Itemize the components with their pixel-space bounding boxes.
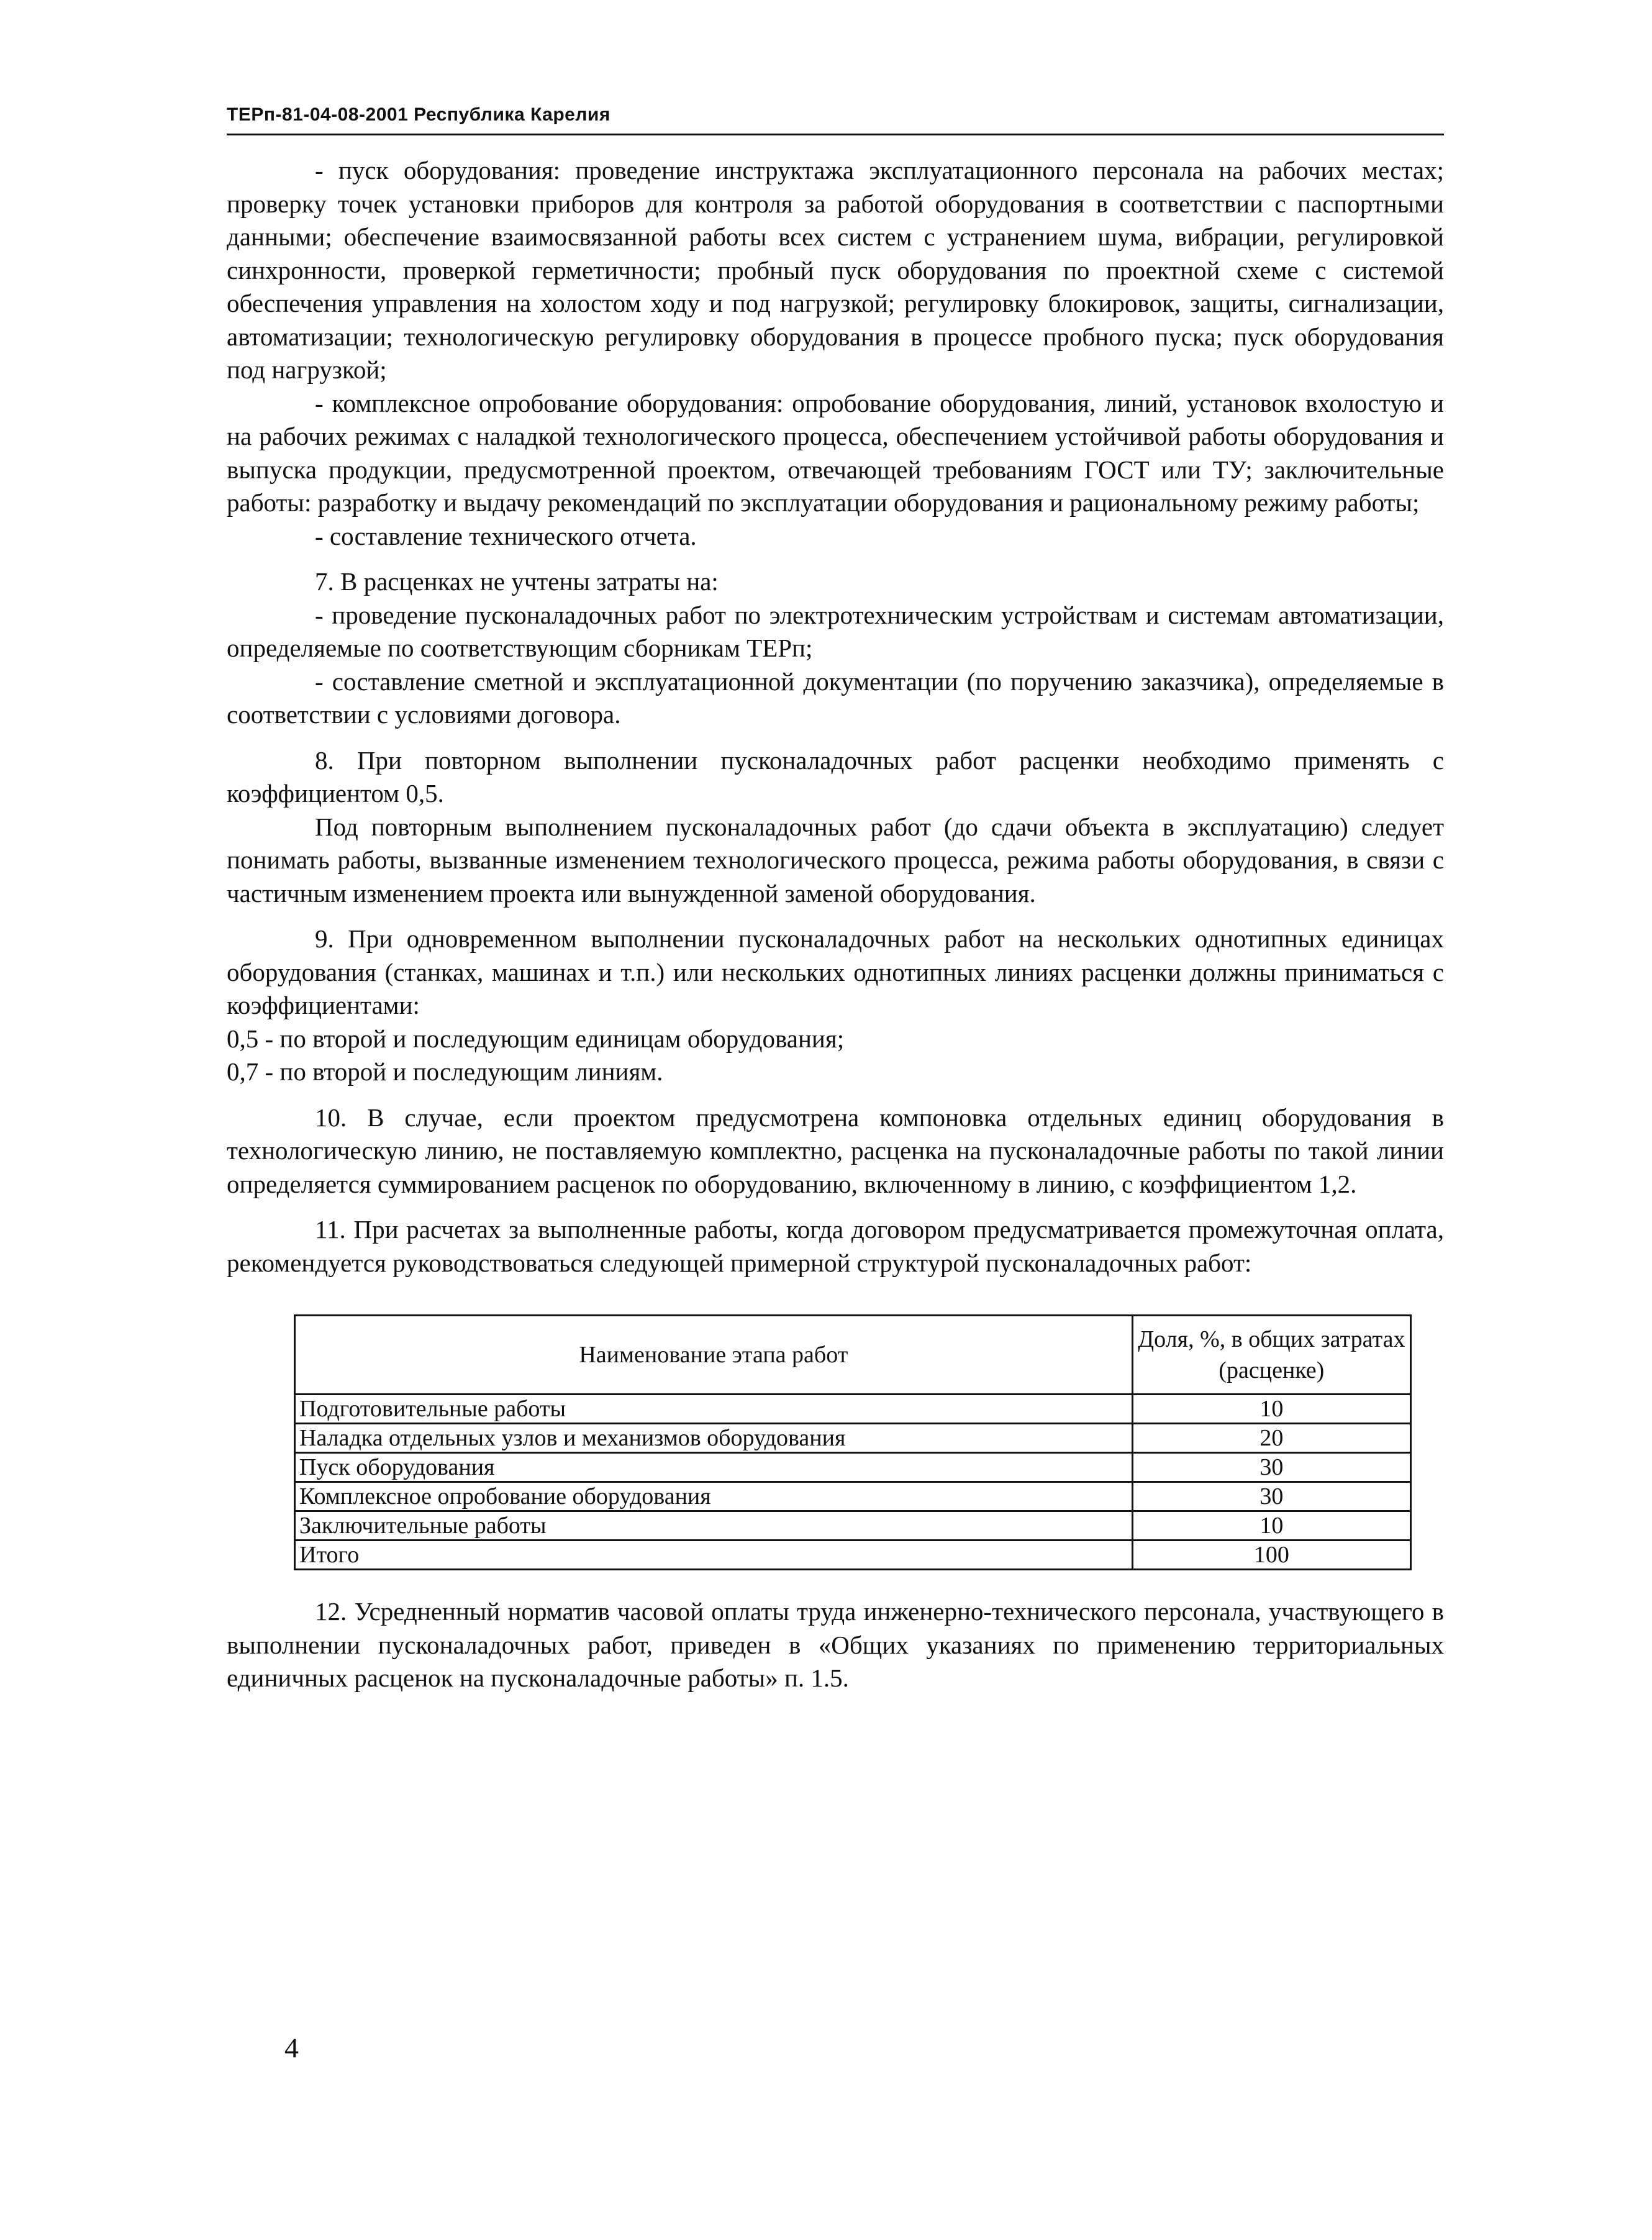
document-body <box>227 154 1444 1695</box>
table-row-total <box>295 1541 1411 1570</box>
table-cell-share: 30 <box>1132 1453 1410 1482</box>
work-stages-table <box>294 1314 1412 1570</box>
table-cell-stage-name: Наладка отдельных узлов и механизмов оборудования <box>295 1424 1133 1453</box>
table-cell-share: 100 <box>1132 1541 1410 1570</box>
table-cell-stage-name: Пуск оборудования <box>295 1453 1133 1482</box>
paragraph-item-10: 10. В случае, если проектом предусмотрена компоновка отдельных единиц оборудования в технологическую линию, не поставляемую комплектно, расценка на пусконаладочные работы по такой линии определяется суммированием расценок по оборудованию, включенному в линию, с коэффициентом 1,2. <box>227 1103 1444 1198</box>
table-cell-share: 10 <box>1132 1395 1410 1424</box>
page-number: 4 <box>284 2032 299 2064</box>
table-cell-share: 30 <box>1132 1482 1410 1511</box>
paragraph-item-9: 9. При одновременном выполнении пусконаладочных работ на нескольких однотипных единицах оборудования (станках, машинах и т.п.) или нескольких однотипных линиях расценки должны приниматься с коэффициентами: <box>227 924 1444 1019</box>
paragraph-item-9-lines: 0,7 - по второй и последующим линиям. <box>227 1057 663 1086</box>
paragraph-item-8-definition: Под повторным выполнением пусконаладочных работ (до сдачи объекта в эксплуатацию) следует понимать работы, вызванные изменением технологического процесса, режима работы оборудования, в связи с частичным изменением проекта или вынужденной заменой оборудования. <box>227 812 1444 908</box>
table-header-stage-name: Наименование этапа работ <box>295 1316 1133 1395</box>
paragraph-item-12: 12. Усредненный норматив часовой оплаты труда инженерно-технического персонала, участвующего в выполнении пусконаладочных работ, приведен в «Общих указаниях по применению территориальных единичных расценок на пусконаладочные работы» п. 1.5. <box>227 1597 1444 1692</box>
table-cell-share: 20 <box>1132 1424 1410 1453</box>
table-header-share: Доля, %, в общих затратах (расценке) <box>1132 1316 1410 1395</box>
table-cell-stage-name: Комплексное опробование оборудования <box>295 1482 1133 1511</box>
table-header-row <box>295 1316 1411 1395</box>
paragraph-technical-report: - составление технического отчета. <box>315 521 697 550</box>
paragraph-item-9-units: 0,5 - по второй и последующим единицам оборудования; <box>227 1024 845 1053</box>
table-row <box>295 1482 1411 1511</box>
paragraph-item-7-electrical: - проведение пусконаладочных работ по электротехническим устройствам и системам автоматизации, определяемые по соответствующим сборникам ТЕРп; <box>227 600 1444 662</box>
paragraph-item-7: 7. В расценках не учтены затраты на: <box>315 567 719 596</box>
paragraph-item-8: 8. При повторном выполнении пусконаладочных работ расценки необходимо применять с коэффициентом 0,5. <box>227 745 1444 808</box>
table-cell-stage-name: Заключительные работы <box>295 1511 1133 1541</box>
table-row <box>295 1453 1411 1482</box>
document-header: ТЕРп-81-04-08-2001 Республика Карелия <box>227 104 610 125</box>
paragraph-item-11: 11. При расчетах за выполненные работы, когда договором предусматривается промежуточная оплата, рекомендуется руководствоваться следующей примерной структурой пусконаладочных работ: <box>227 1215 1444 1277</box>
paragraph-item-7-documentation: - составление сметной и эксплуатационной документации (по поручению заказчика), определяемые в соответствии с условиями договора. <box>227 667 1444 729</box>
paragraph-complex-testing: - комплексное опробование оборудования: опробование оборудования, линий, установок вхолостую и на рабочих режимах с наладкой технологического процесса, обеспечением устойчивой работы оборудования и выпуска продукции, предусмотренной проектом, отвечающей требованиям ГОСТ или ТУ; заключительные работы: разработку и выдачу рекомендаций по эксплуатации оборудования и рациональному режиму работы; <box>227 388 1444 517</box>
paragraph-equipment-start: - пуск оборудования: проведение инструктажа эксплуатационного персонала на рабочих местах; проверку точек установки приборов для контроля за работой оборудования в соответствии с паспортными данными; обеспечение взаимосвязанной работы всех систем с устранением шума, вибрации, регулировкой синхронности, проверкой герметичности; пробный пуск оборудования по проектной схеме с системой обеспечения управления на холостом ходу и под нагрузкой; регулировку блокировок, защиты, сигнализации, автоматизации; технологическую регулировку оборудования в процессе пробного пуска; пуск оборудования под нагрузкой; <box>227 156 1444 384</box>
table-row <box>295 1424 1411 1453</box>
table-row <box>295 1395 1411 1424</box>
table-cell-share: 10 <box>1132 1511 1410 1541</box>
table-row <box>295 1511 1411 1541</box>
table-cell-stage-name: Итого <box>295 1541 1133 1570</box>
table-cell-stage-name: Подготовительные работы <box>295 1395 1133 1424</box>
header-rule <box>227 134 1444 135</box>
